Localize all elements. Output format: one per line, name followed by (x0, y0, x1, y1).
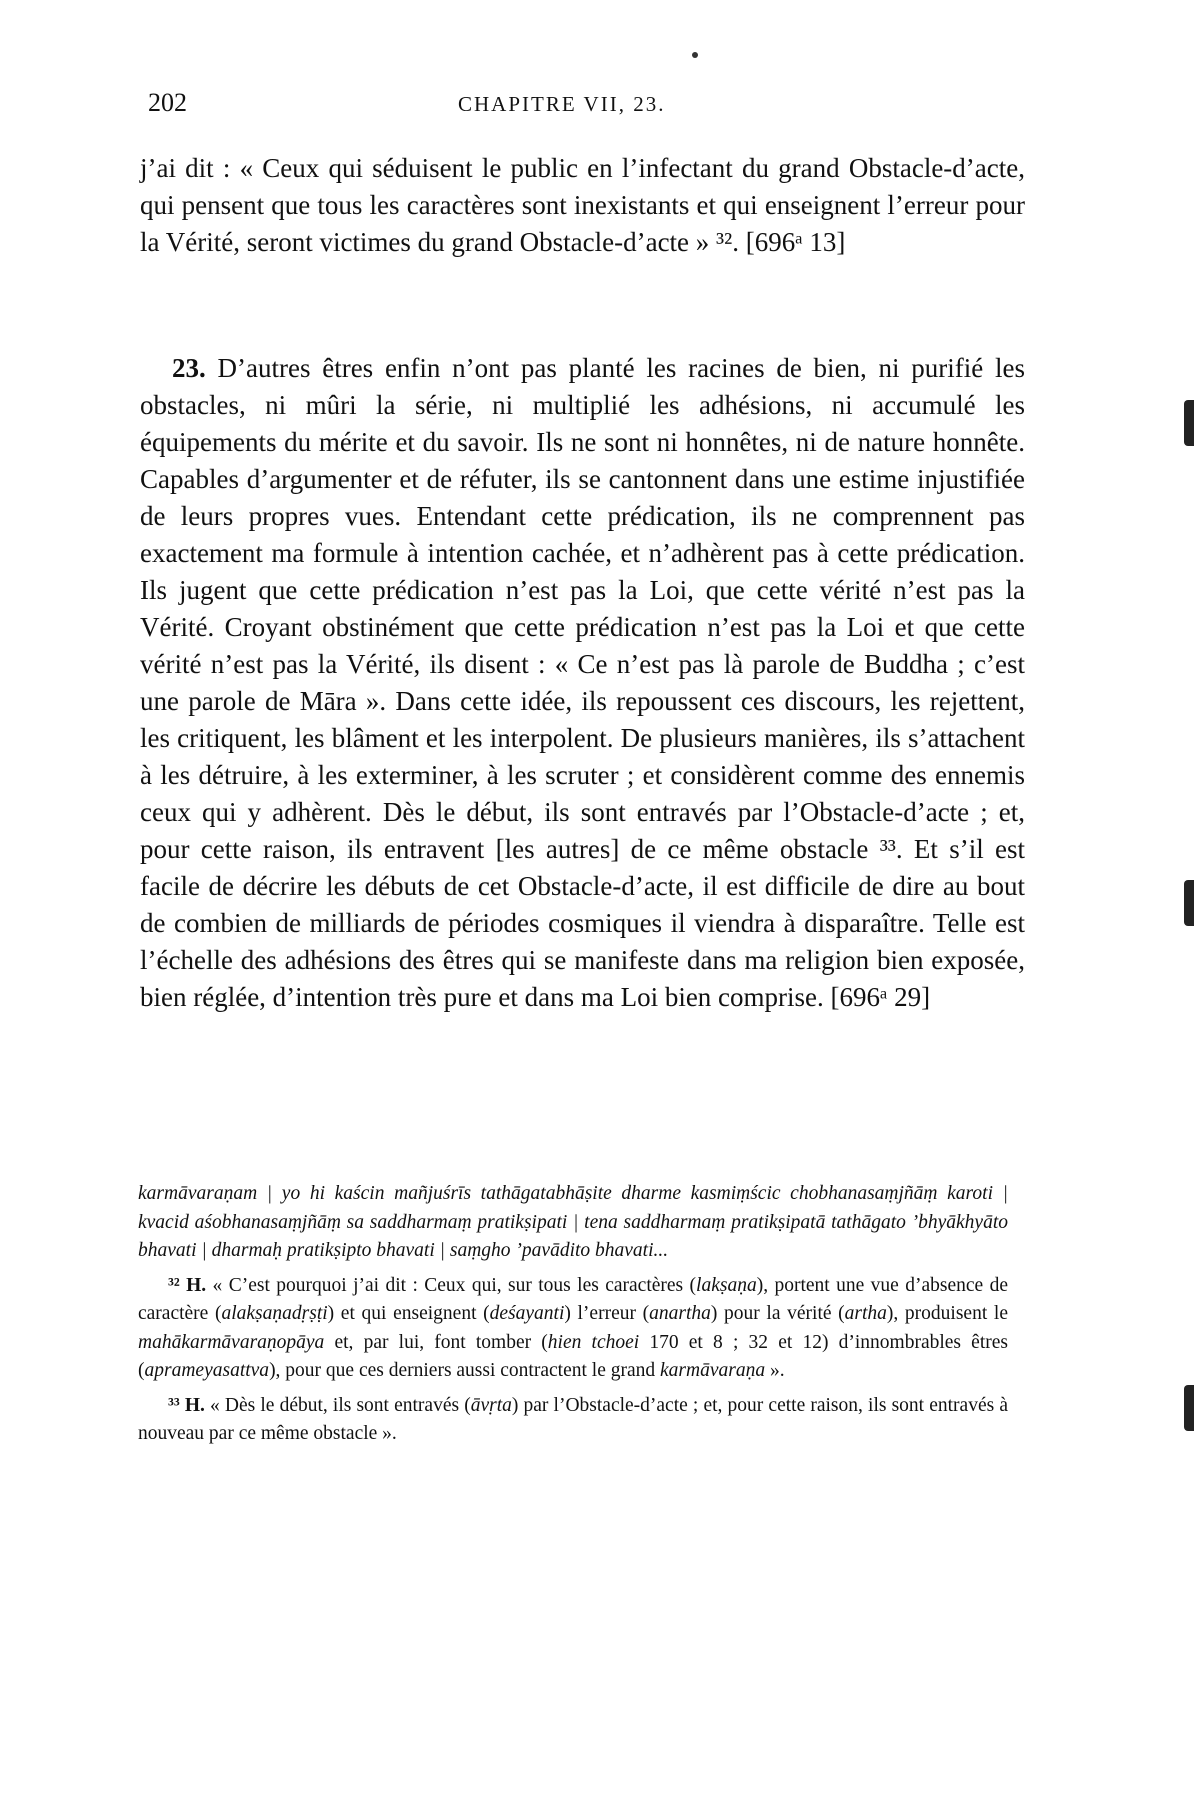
sanskrit-term: alakṣaṇadṛṣṭi (221, 1303, 328, 1324)
sanskrit-term: aprameyasattva (144, 1360, 270, 1381)
scan-speck (692, 52, 698, 58)
footnote-text-segment: « Dès le début, ils sont entravés ( (210, 1394, 471, 1416)
footnote-33 (138, 1392, 1008, 1449)
page-header (148, 88, 1028, 128)
sanskrit-footnote: karmāvaraṇam | yo hi kaścin mañjuśrīs tathāgatabhāṣite dharme kasmiṃścic chobhanasaṃjñāṃ karoti | kvacid aśobhanasaṃjñāṃ sa saddharmaṃ pratikṣipati | tena saddharmaṃ pratikṣipatā tathāgato ’bhyākhyāto bhavati | dharmaḥ pratikṣipto bhavati | saṃgho ’pavādito bhavati... (138, 1183, 1008, 1261)
sanskrit-term: hien tchoei (547, 1331, 640, 1353)
footnote-text-segment: ), portent une vue d’absence de caractère ( (138, 1274, 1008, 1324)
footnote-32-text (138, 1275, 1008, 1382)
footnote-text-segment: ». (765, 1360, 785, 1381)
page-number: 202 (148, 88, 187, 117)
footnote-text-segment: ), pour que ces derniers aussi contractent le grand (269, 1360, 660, 1381)
sanskrit-term: mahākarmāvaraṇopāya (138, 1331, 325, 1353)
sanskrit-term: karmāvaraṇa (660, 1360, 766, 1381)
footnote-33-mark: ³³ H. (168, 1394, 205, 1416)
footnote-32-mark: ³² H. (168, 1274, 207, 1296)
scan-edge-mark (1184, 400, 1194, 446)
running-title: CHAPITRE VII, 23. (458, 92, 666, 116)
sanskrit-term: artha (844, 1303, 887, 1324)
sanskrit-term: lakṣaṇa (696, 1274, 757, 1296)
main-paragraph (140, 350, 1025, 1016)
scan-edge-mark (1184, 880, 1194, 926)
footnote-text-segment: ) par l’Obstacle-d’acte ; et, pour cette raison, ils sont entravés à nouveau par ce même obstacle ». (138, 1394, 1008, 1444)
footnote-text-segment: ) l’erreur ( (564, 1303, 650, 1324)
sanskrit-term: deśayanti (489, 1303, 565, 1324)
footnote-text-segment: ) et qui enseignent ( (327, 1303, 490, 1324)
footnote-text-segment: « C’est pourquoi j’ai dit : Ceux qui, sur tous les caractères ( (212, 1274, 697, 1296)
sanskrit-term: āvṛta (470, 1394, 512, 1416)
footnote-33-text (138, 1395, 1008, 1445)
footnote-32 (138, 1272, 1008, 1386)
footnotes (138, 1180, 1008, 1455)
footnote-text-segment: et, par lui, font tomber ( (324, 1331, 548, 1353)
paragraph-number: 23. (172, 353, 206, 383)
footnote-text-segment: ) pour la vérité ( (710, 1303, 845, 1324)
footnote-text-segment: 170 et 8 ; 32 et 12) d’innombrables êtres ( (138, 1331, 1008, 1381)
scan-edge-mark (1184, 1385, 1194, 1431)
sanskrit-term: anartha (649, 1303, 711, 1324)
intro-paragraph: j’ai dit : « Ceux qui séduisent le public en l’infectant du grand Obstacle-d’acte, qui pensent que tous les caractères sont inexistants et qui enseignent l’erreur pour la Vérité, seront victimes du grand Obstacle-d’acte » ³². [696ᵃ 13] (140, 153, 1025, 257)
footnote-text-segment: ), produisent le (886, 1303, 1008, 1324)
main-paragraph-text: D’autres êtres enfin n’ont pas planté les racines de bien, ni purifié les obstacles, ni mûri la série, ni multiplié les adhésions, ni accumulé les équipements du mérite et du savoir. Ils ne sont ni honnêtes, ni de nature honnête. Capables d’argumenter et de réfuter, ils se cantonnent dans une estime injustifiée de leurs propres vues. Entendant cette prédication, ils ne comprennent pas exactement ma formule à intention cachée, et n’adhèrent pas à cette prédication. Ils jugent que cette prédication n’est pas la Loi, que cette vérité n’est pas la Vérité. Croyant obstinément que cette prédication n’est pas la Loi et que cette vérité n’est pas la Vérité, ils disent : « Ce n’est pas là parole de Buddha ; c’est une parole de Māra ». Dans cette idée, ils repoussent ces discours, les rejettent, les critiquent, les blâment et les interpolent. De plusieurs manières, ils s’attachent à les détruire, à les exterminer, à les scruter ; et considèrent comme des ennemis ceux qui y adhèrent. Dès le début, ils sont entravés par l’Obstacle-d’acte ; et, pour cette raison, ils entravent [les autres] de ce même obstacle ³³. Et s’il est facile de décrire les débuts de cet Obstacle-d’acte, il est difficile de dire au bout de combien de milliards de périodes cosmiques il viendra à disparaître. Telle est l’échelle des adhésions des êtres qui se manifeste dans ma religion bien exposée, bien réglée, d’intention très pure et dans ma Loi bien comprise. [696ᵃ 29] (140, 353, 1026, 1012)
